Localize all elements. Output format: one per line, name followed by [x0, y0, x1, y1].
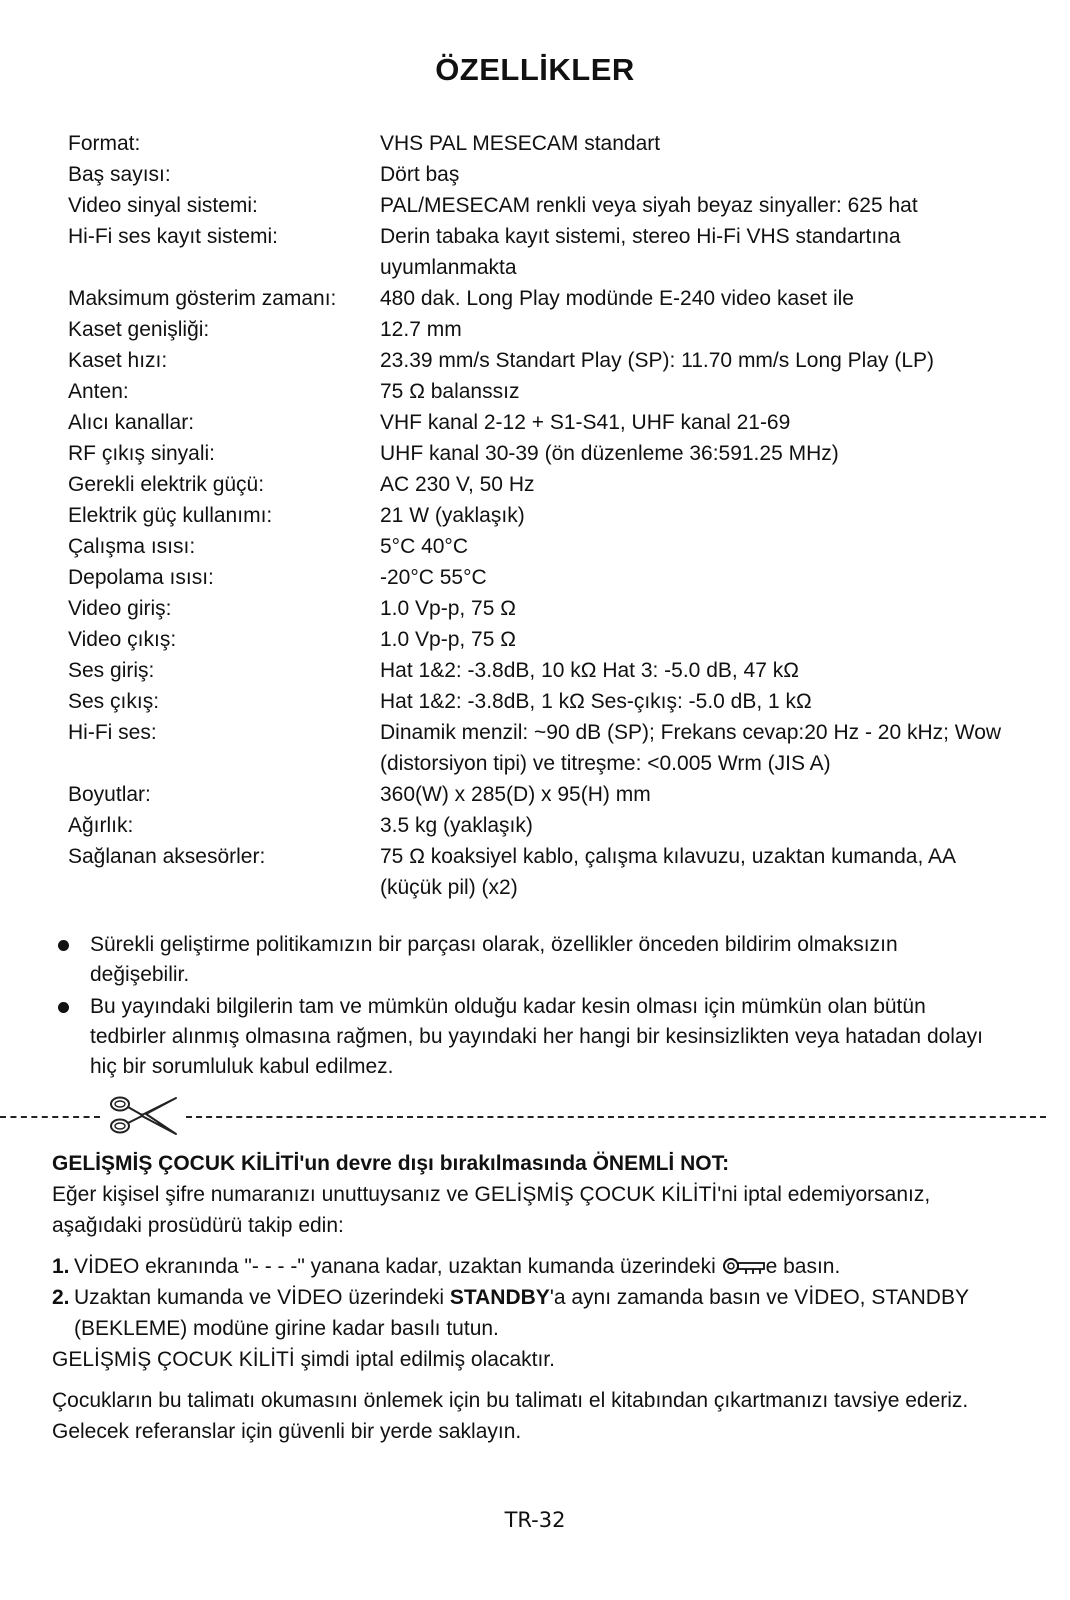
spec-label: Kaset hızı: [68, 349, 168, 372]
spec-row [68, 779, 1008, 810]
spec-row [68, 128, 1008, 159]
spec-label: RF çıkış sinyali: [68, 442, 216, 465]
spec-value: 1.0 Vp-p, 75 Ω [380, 597, 516, 620]
spec-label: Gerekli elektrik güçü: [68, 473, 265, 496]
spec-row [68, 562, 1008, 593]
spec-row [68, 531, 1008, 562]
spec-label: Anten: [68, 380, 129, 403]
step-2 [52, 1282, 1012, 1344]
advice-text: Çocukların bu talimatı okumasını önlemek için bu talimatı el kitabından çıkartmanızı tavsiye ederiz. Gelecek referanslar için güvenli bir yerde saklayın. [52, 1389, 969, 1443]
section-heading: GELİŞMİŞ ÇOCUK KİLİTİ'un devre dışı bırakılmasında ÖNEMLİ NOT: [52, 1152, 730, 1175]
spec-row [68, 686, 1008, 717]
spec-value: VHF kanal 2-12 + S1-S41, UHF kanal 21-69 [380, 411, 791, 434]
spec-value: 5°C 40°C [380, 535, 468, 558]
result-text: GELİŞMİŞ ÇOCUK KİLİTİ şimdi iptal edilmiş olacaktır. [52, 1348, 555, 1371]
spec-label: Çalışma ısısı: [68, 535, 196, 558]
spec-value: -20°C 55°C [380, 566, 487, 589]
note-item [52, 992, 992, 1082]
spec-row [68, 500, 1008, 531]
cut-line-left [0, 1116, 100, 1118]
note-item [52, 930, 992, 990]
spec-value: 360(W) x 285(D) x 95(H) mm [380, 783, 651, 806]
spec-label: Alıcı kanallar: [68, 411, 195, 434]
cut-line-right [186, 1116, 1046, 1118]
spec-value: 480 dak. Long Play modünde E-240 video kaset ile [380, 287, 854, 310]
page-title: ÖZELLİKLER [435, 52, 635, 87]
spec-label: Hi-Fi ses kayıt sistemi: [68, 225, 279, 248]
spec-row [68, 469, 1008, 500]
standby-label: STANDBY [449, 1286, 550, 1309]
spec-row [68, 314, 1008, 345]
spec-row [68, 190, 1008, 221]
note-text: Sürekli geliştirme politikamızın bir parçası olarak, özellikler önceden bildirim olmaksızın değişebilir. [90, 933, 898, 986]
spec-label: Ses giriş: [68, 659, 155, 682]
step-number: 2. [52, 1286, 70, 1309]
spec-value: PAL/MESECAM renkli veya siyah beyaz sinyaller: 625 hat [380, 194, 918, 217]
bullet-icon [58, 1002, 69, 1013]
spec-value: UHF kanal 30-39 (ön düzenleme 36:591.25 MHz) [380, 442, 839, 465]
spec-value: 3.5 kg (yaklaşık) [380, 814, 533, 837]
spec-value: Dinamik menzil: ~90 dB (SP); Frekans cevap:20 Hz - 20 kHz; Wow (distorsiyon tipi) ve titreşme: <0.005 Wrm (JIS A) [380, 721, 1002, 775]
spec-row [68, 376, 1008, 407]
spec-value: VHS PAL MESECAM standart [380, 132, 661, 155]
step-number: 1. [52, 1255, 70, 1278]
bullet-icon [58, 940, 69, 951]
spec-row [68, 407, 1008, 438]
spec-value: Derin tabaka kayıt sistemi, stereo Hi-Fi VHS standartına uyumlanmakta [380, 225, 901, 279]
page-number: TR-32 [504, 1508, 566, 1532]
spec-label: Baş sayısı: [68, 163, 171, 186]
spec-label: Video sinyal sistemi: [68, 194, 258, 217]
spec-value: 12.7 mm [380, 318, 462, 341]
step-1 [52, 1251, 1012, 1282]
spec-value: 21 W (yaklaşık) [380, 504, 525, 527]
scissors-icon [102, 1092, 182, 1138]
spec-row [68, 345, 1008, 376]
spec-row [68, 655, 1008, 686]
spec-label: Boyutlar: [68, 783, 151, 806]
specs-table [68, 128, 1008, 903]
spec-label: Hi-Fi ses: [68, 721, 157, 744]
note-text: Bu yayındaki bilgilerin tam ve mümkün olduğu kadar kesin olması için mümkün olan bütün tedbirler alınmış olmasına rağmen, bu yayındaki her hangi bir kesinsizlikten veya hatadan dolayı hiç bir sorumluluk kabul edilmez. [90, 995, 983, 1078]
spec-row [68, 283, 1008, 314]
spec-row [68, 841, 1008, 903]
spec-label: Maksimum gösterim zamanı: [68, 287, 337, 310]
spec-row [68, 717, 1008, 779]
cut-line [0, 1092, 1070, 1142]
spec-value: 75 Ω koaksiyel kablo, çalışma kılavuzu, uzaktan kumanda, AA (küçük pil) (x2) [380, 845, 955, 899]
spec-label: Video çıkış: [68, 628, 177, 651]
spec-value: 1.0 Vp-p, 75 Ω [380, 628, 516, 651]
spec-label: Video giriş: [68, 597, 172, 620]
spec-label: Sağlanan aksesörler: [68, 845, 266, 868]
spec-value: Hat 1&2: -3.8dB, 10 kΩ Hat 3: -5.0 dB, 47 kΩ [380, 659, 799, 682]
spec-label: Format: [68, 132, 141, 155]
spec-label: Elektrik güç kullanımı: [68, 504, 273, 527]
spec-row [68, 593, 1008, 624]
spec-label: Kaset genişliği: [68, 318, 210, 341]
spec-value: 23.39 mm/s Standart Play (SP): 11.70 mm/s Long Play (LP) [380, 349, 935, 372]
notes-list [52, 930, 992, 1084]
spec-row [68, 810, 1008, 841]
step-text-end: 'a aynı zamanda basın ve VİDEO, STANDBY (BEKLEME) modüne girine kadar basılı tutun. [74, 1286, 969, 1340]
spec-row [68, 159, 1008, 190]
spec-row [68, 438, 1008, 469]
spec-value: Dört baş [380, 163, 460, 186]
spec-label: Depolama ısısı: [68, 566, 214, 589]
step-text: VİDEO ekranında "- - - -" yanana kadar, uzaktan kumanda üzerindeki [74, 1255, 722, 1278]
spec-value: 75 Ω balanssız [380, 380, 520, 403]
spec-row [68, 624, 1008, 655]
step-text-end: e basın. [765, 1255, 841, 1278]
section-intro: Eğer kişisel şifre numaranızı unuttuysanız ve GELİŞMİŞ ÇOCUK KİLİTİ'ni iptal edemiyorsanız, aşağıdaki prosüdürü takip edin: [52, 1183, 931, 1237]
spec-value: AC 230 V, 50 Hz [380, 473, 535, 496]
child-lock-note [52, 1148, 1012, 1447]
spec-row [68, 221, 1008, 283]
step-text: Uzaktan kumanda ve VİDEO üzerindeki [74, 1286, 450, 1309]
spec-label: Ağırlık: [68, 814, 134, 837]
child-lock-key-icon [722, 1256, 766, 1276]
spec-value: Hat 1&2: -3.8dB, 1 kΩ Ses-çıkış: -5.0 dB, 1 kΩ [380, 690, 812, 713]
spec-label: Ses çıkış: [68, 690, 160, 713]
